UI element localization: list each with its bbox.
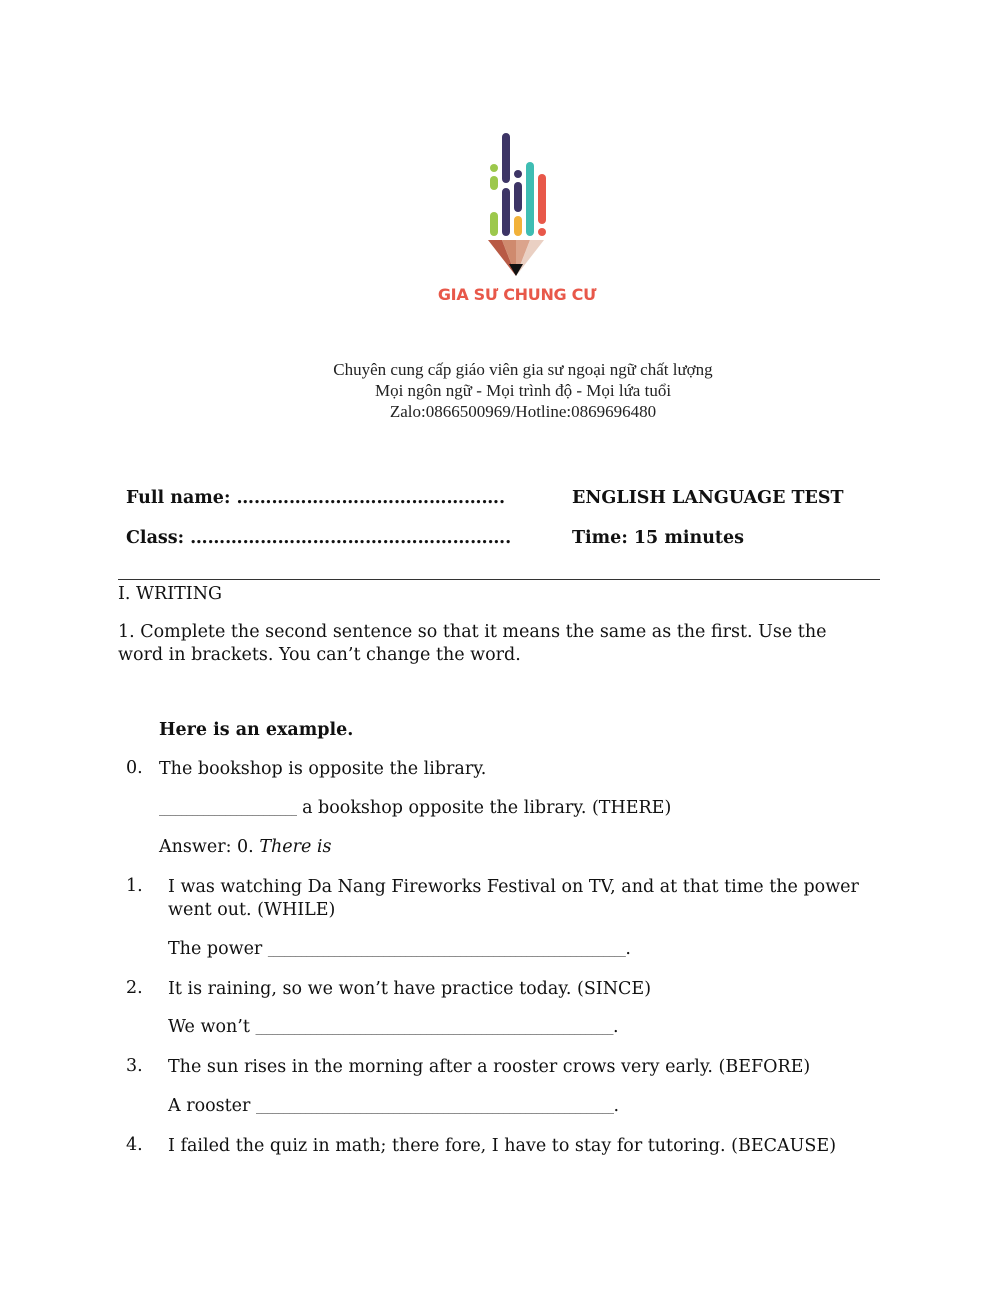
example-heading: Here is an example. — [159, 720, 354, 740]
section-title: I. WRITING — [118, 584, 222, 604]
question-1-prompt: The power — [168, 939, 268, 959]
question-4-number: 4. — [126, 1135, 143, 1155]
question-3-answer-line — [168, 1095, 619, 1119]
tagline-line-1: Chuyên cung cấp giáo viên gia sư ngoại ngữ chất lượng — [333, 360, 713, 379]
header-divider — [118, 579, 880, 580]
question-3-number: 3. — [126, 1056, 143, 1076]
example-answer-label: Answer: 0. — [159, 837, 260, 857]
example-answer — [159, 836, 331, 859]
tagline-contact: Zalo:0866500969/Hotline:0869696480 — [389, 402, 657, 421]
instructions: 1. Complete the second sentence so that it means the same as the first. Use the word in brackets. You can’t change the word. — [118, 622, 827, 665]
pencil-logo-icon — [430, 128, 600, 308]
question-3-blank[interactable]: _________________________________________________________________ — [255, 1100, 614, 1114]
test-title: ENGLISH LANGUAGE TEST — [572, 488, 844, 508]
question-1-number: 1. — [126, 876, 143, 896]
example-number: 0. — [126, 758, 143, 778]
question-2-answer-line — [168, 1016, 619, 1040]
question-2-end: . — [612, 1017, 619, 1037]
question-4-sentence: I failed the quiz in math; there fore, I have to stay for tutoring. (BECAUSE) — [168, 1136, 837, 1156]
example-rewrite — [159, 797, 671, 821]
question-2-prompt: We won’t — [168, 1017, 256, 1037]
question-3-end: . — [613, 1096, 620, 1116]
question-1-blank[interactable]: _________________________________________________________________ — [267, 943, 626, 957]
question-2-blank[interactable]: _________________________________________________________________ — [255, 1021, 613, 1035]
example-rewrite-text: a bookshop opposite the library. (THERE) — [296, 798, 672, 818]
class-field: Class: ………………………………………………. — [126, 528, 512, 548]
question-2-number: 2. — [126, 978, 143, 998]
full-name-field: Full name: ………………………………………. — [126, 488, 506, 508]
tagline-line-2: Mọi ngôn ngữ - Mọi trình độ - Mọi lứa tuổi — [374, 381, 672, 400]
question-1-end: . — [625, 939, 631, 959]
example-sentence: The bookshop is opposite the library. — [159, 759, 487, 779]
question-2-sentence: It is raining, so we won’t have practice today. (SINCE) — [168, 979, 652, 999]
question-1-sentence: I was watching Da Nang Fireworks Festival on TV, and at that time the power went out. (WHILE) — [168, 877, 859, 920]
question-3-sentence: The sun rises in the morning after a rooster crows very early. (BEFORE) — [168, 1057, 811, 1077]
question-3-prompt: A rooster — [168, 1096, 256, 1116]
example-answer-value: There is — [259, 837, 332, 857]
brand-name: GIA SƯ CHUNG CƯ — [437, 285, 597, 304]
test-time: Time: 15 minutes — [572, 528, 745, 548]
question-1-answer-line — [168, 938, 631, 962]
example-blank: _________________________ — [159, 802, 297, 816]
